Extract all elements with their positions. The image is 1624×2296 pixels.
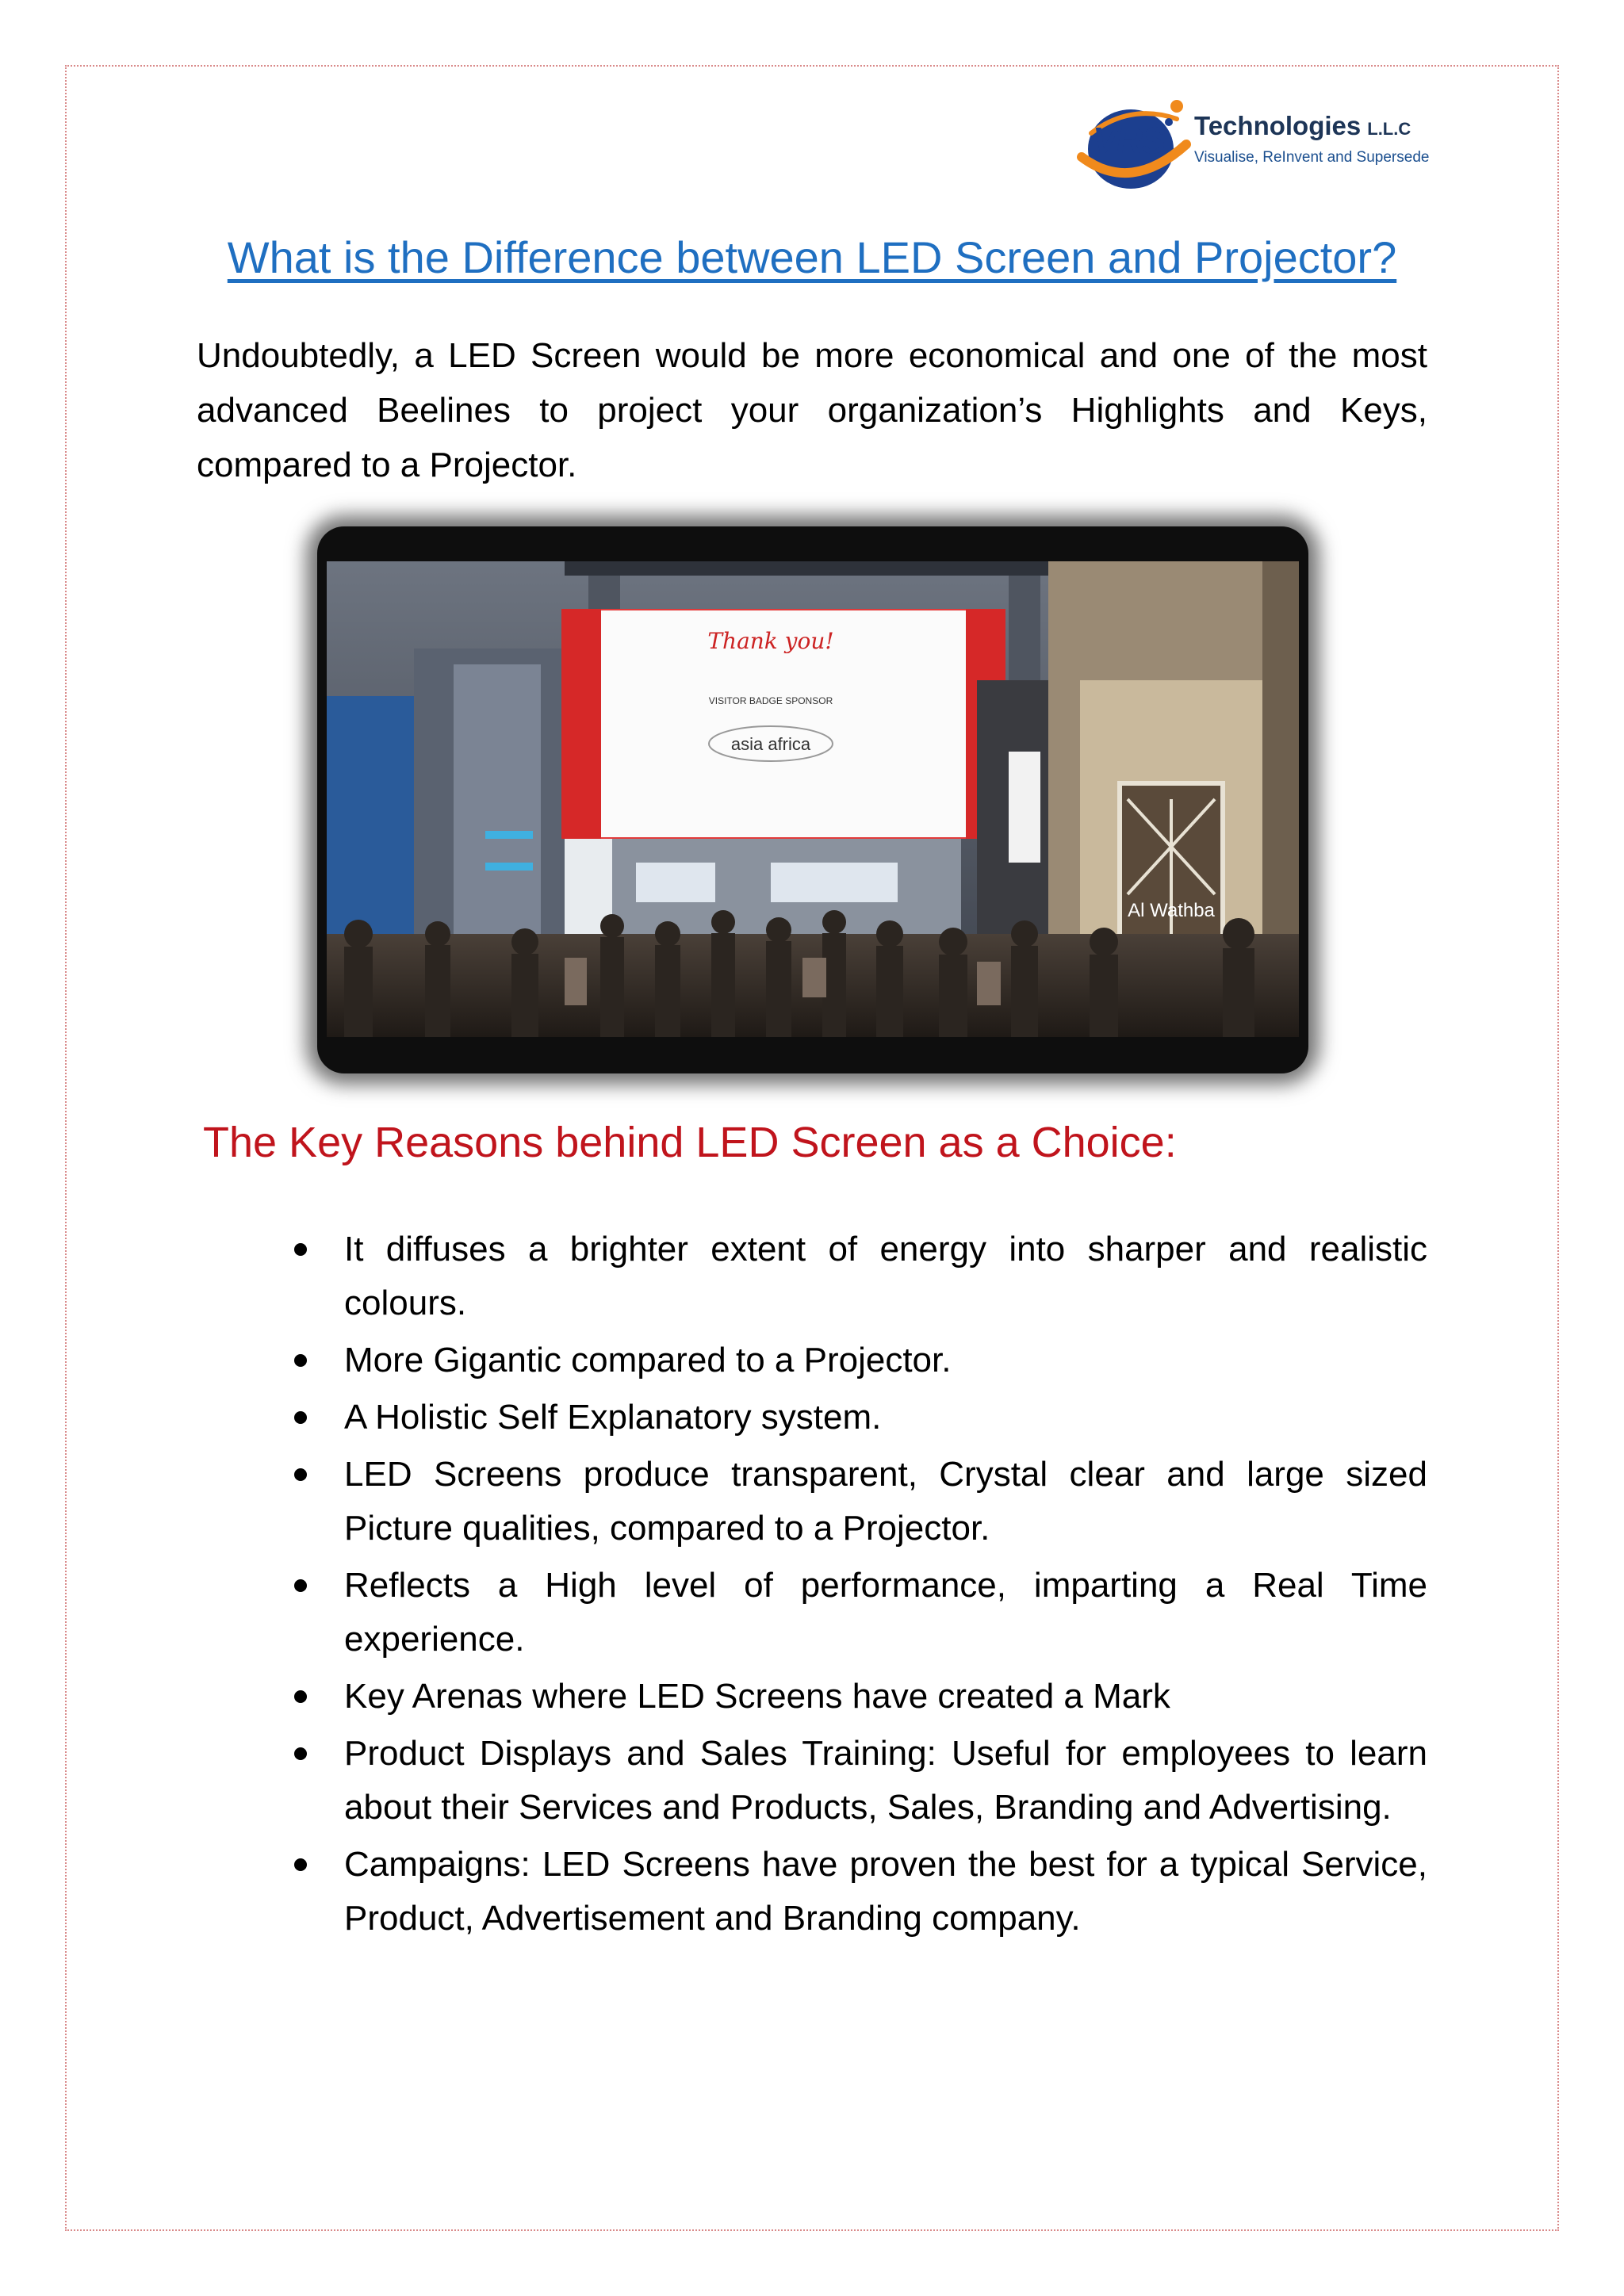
list-item-text: More Gigantic compared to a Projector. (344, 1341, 952, 1380)
list-item-text: LED Screens produce transparent, Crystal clear and large sized Picture qualities, compared to a Projector. (344, 1455, 1427, 1548)
logo-tagline: Visualise, ReInvent and Supersede (1194, 149, 1430, 166)
logo-name-text: Technologies (1194, 111, 1362, 140)
bullet-icon (294, 1243, 307, 1256)
bullet-icon (294, 1690, 307, 1703)
reasons-list (344, 1223, 1427, 1949)
list-item-text: Key Arenas where LED Screens have created a Mark (344, 1677, 1170, 1716)
list-item-text: Campaigns: LED Screens have proven the best for a typical Service, Product, Advertisement and Branding company. (344, 1845, 1427, 1938)
list-item (344, 1391, 1427, 1445)
page-title: What is the Difference between LED Screen and Projector? (227, 232, 1397, 282)
screen-sponsor-label: VISITOR BADGE SPONSOR (708, 695, 833, 706)
list-item (344, 1334, 1427, 1387)
list-item (344, 1670, 1427, 1724)
company-logo (1075, 95, 1430, 198)
logo-name (1194, 111, 1411, 141)
bullet-icon (294, 1468, 307, 1481)
logo-suffix: L.L.C (1367, 119, 1411, 139)
list-item (344, 1559, 1427, 1667)
list-item-text: It diffuses a brighter extent of energy into sharper and realistic colours. (344, 1230, 1427, 1322)
list-item-text: A Holistic Self Explanatory system. (344, 1398, 882, 1437)
logo-mark-text: VRS (1093, 120, 1166, 161)
bullet-icon (294, 1747, 307, 1760)
bullet-icon (294, 1858, 307, 1871)
bullet-icon (294, 1579, 307, 1592)
list-item (344, 1448, 1427, 1556)
intro-paragraph: Undoubtedly, a LED Screen would be more economical and one of the most advanced Beelines to project your organization’s Highlights and Keys, compared to a Projector. (197, 336, 1427, 484)
list-item-text: Reflects a High level of performance, imparting a Real Time experience. (344, 1566, 1427, 1659)
bullet-icon (294, 1354, 307, 1367)
screen-sponsor-logo: asia africa (730, 734, 811, 754)
list-item (344, 1223, 1427, 1330)
list-item-text: Product Displays and Sales Training: Useful for employees to learn about their Services and Products, Sales, Branding and Advertising. (344, 1734, 1427, 1827)
exhibition-photo (317, 526, 1308, 1073)
list-item (344, 1838, 1427, 1946)
sign-al-wathba: Al Wathba (1128, 900, 1215, 921)
bullet-icon (294, 1411, 307, 1424)
logo-mark (1093, 119, 1166, 162)
screen-thank-you: Thank you! (707, 628, 834, 654)
list-item (344, 1727, 1427, 1835)
exhibition-hall-image (327, 561, 1299, 1037)
section-heading: The Key Reasons behind LED Screen as a Choice: (203, 1119, 1177, 1166)
